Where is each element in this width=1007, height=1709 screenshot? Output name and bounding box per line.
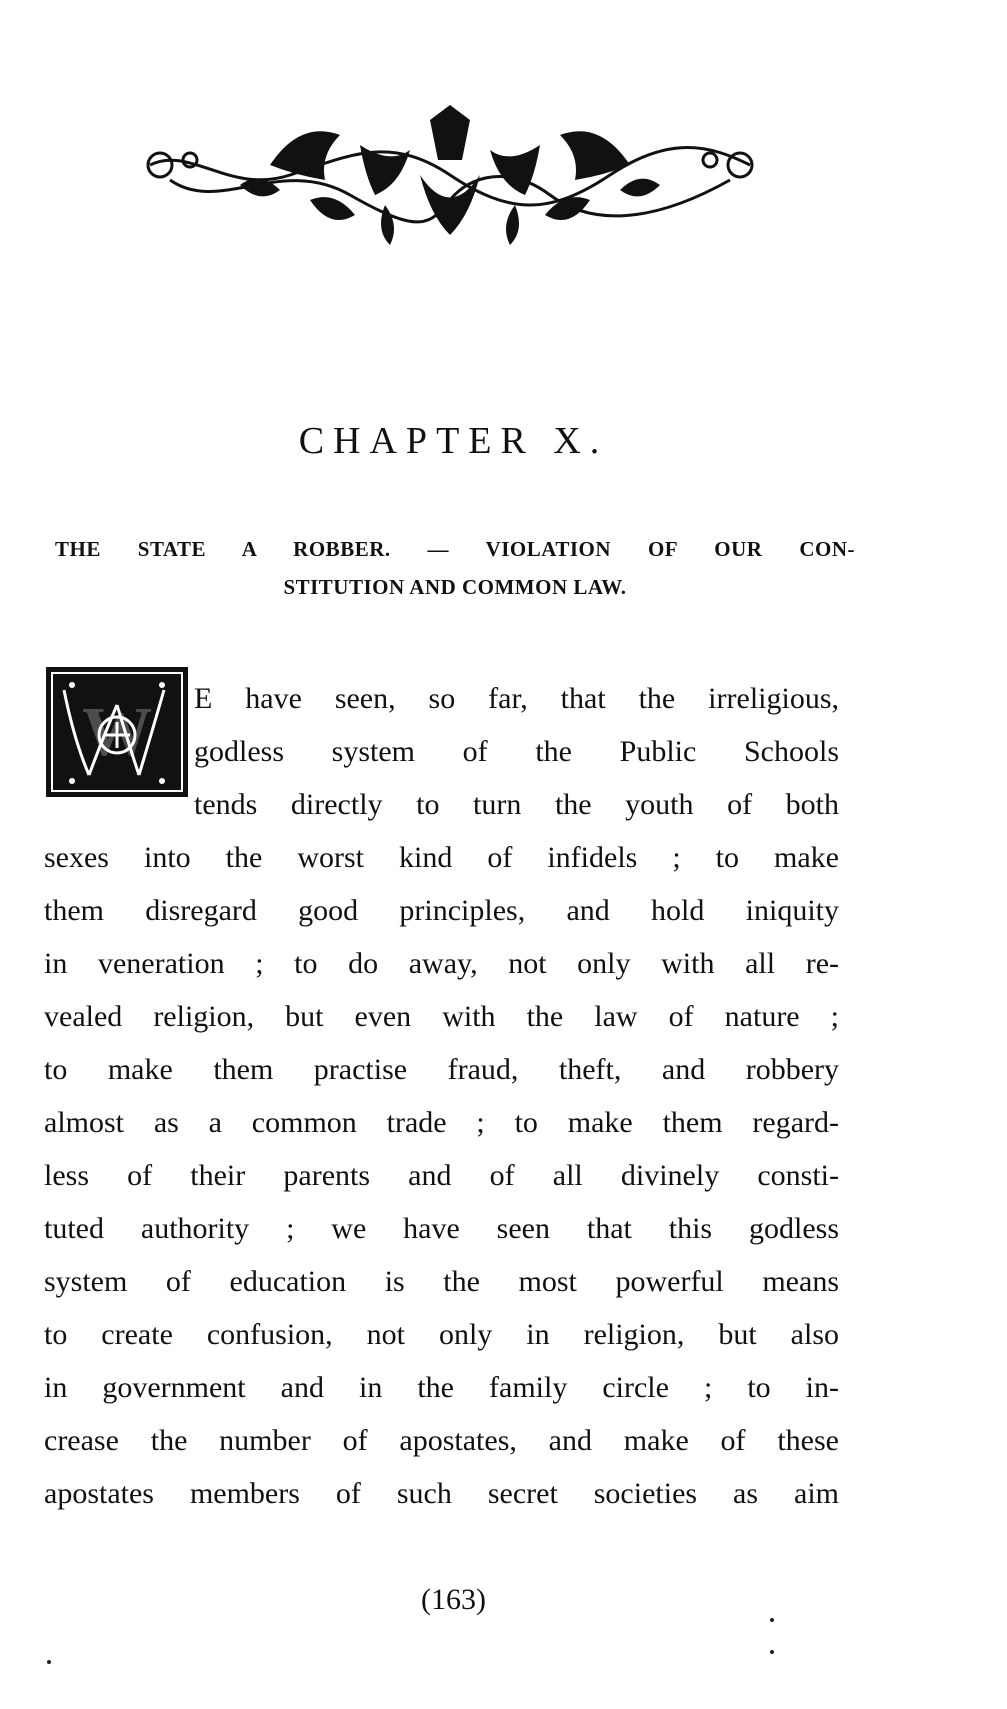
scan-speck	[770, 1618, 774, 1622]
text-line: vealed religion, but even with the law of nature ;	[44, 1000, 839, 1033]
text-line: in government and in the family circle ; to in-	[44, 1371, 839, 1404]
page-number: (163)	[421, 1583, 486, 1616]
ornamental-headpiece	[130, 105, 770, 255]
scan-speck	[770, 1650, 774, 1654]
text-line: them disregard good principles, and hold iniquity	[44, 894, 839, 927]
text-line: less of their parents and of all divinely consti-	[44, 1159, 839, 1192]
subtitle-line-1: THE STATE A ROBBER. — VIOLATION OF OUR CON-	[55, 537, 855, 561]
text-line: sexes into the worst kind of infidels ; to make	[44, 841, 839, 874]
text-line: apostates members of such secret societies as aim	[44, 1477, 839, 1510]
text-line: tuted authority ; we have seen that this godless	[44, 1212, 839, 1245]
drop-cap-letter: W	[82, 694, 152, 771]
text-line: to make them practise fraud, theft, and robbery	[44, 1053, 839, 1086]
text-line: godless system of the Public Schools	[194, 735, 839, 768]
text-line: system of education is the most powerful means	[44, 1265, 839, 1298]
text-line: E have seen, so far, that the irreligious,	[194, 682, 839, 715]
text-line: in veneration ; to do away, not only with all re-	[44, 947, 839, 980]
text-line: almost as a common trade ; to make them regard-	[44, 1106, 839, 1139]
text-line: to create confusion, not only in religion, but also	[44, 1318, 839, 1351]
text-line: crease the number of apostates, and make of these	[44, 1424, 839, 1457]
chapter-heading: CHAPTER X.	[298, 420, 609, 462]
chapter-subtitle	[55, 530, 855, 606]
scan-speck	[47, 1660, 51, 1664]
subtitle-line-2: STITUTION AND COMMON LAW.	[283, 575, 627, 599]
text-line: tends directly to turn the youth of both	[194, 788, 839, 821]
body-paragraph	[44, 672, 839, 1520]
